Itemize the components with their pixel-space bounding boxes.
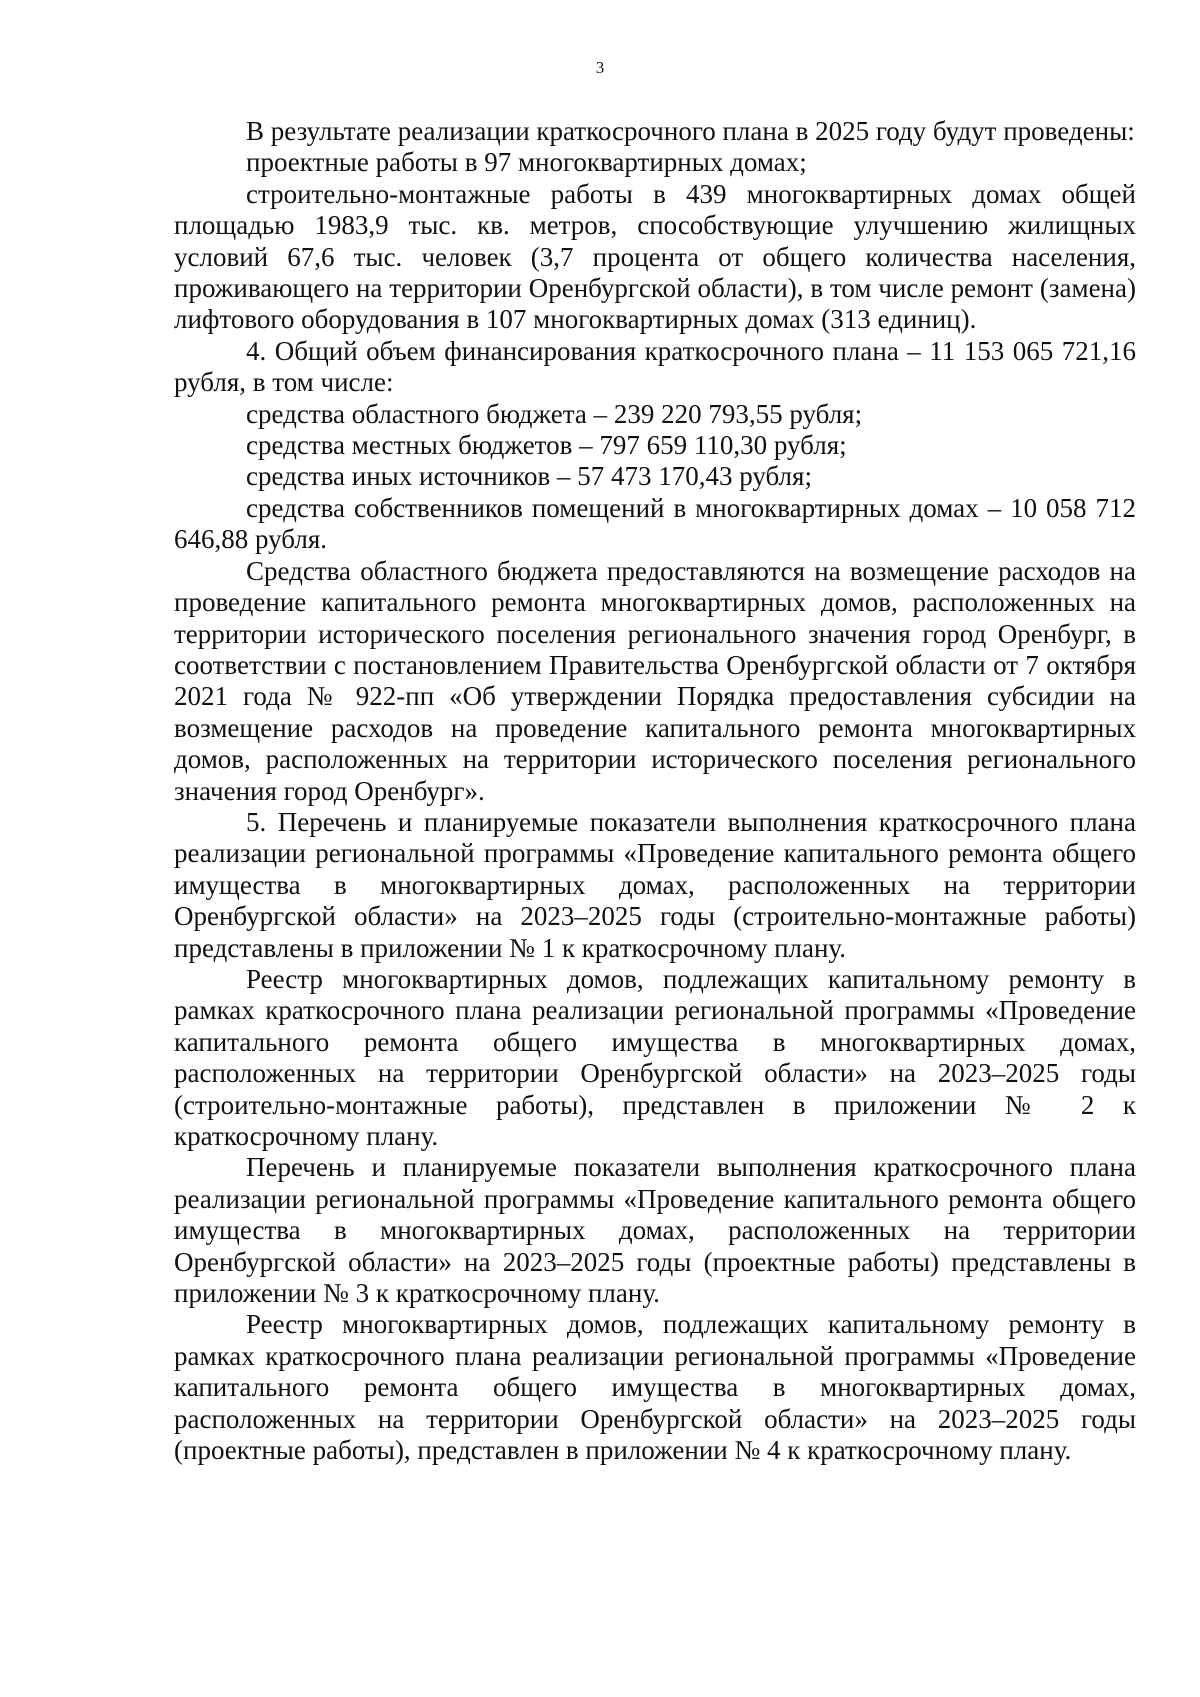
- paragraph-appendix-1: 5. Перечень и планируемые показатели выполнения краткосрочного плана реализации региональной программы «Проведение капитального ремонта общего имущества в многоквартирных домах, расположенных на территории Оренбургской области» на 2023–2025 годы (строительно-монтажные работы) представлены в приложении № 1 к краткосрочному плану.: [174, 806, 1136, 963]
- page-number: 3: [595, 58, 605, 77]
- paragraph-other-sources: средства иных источников – 57 473 170,43 рубля;: [246, 461, 812, 492]
- paragraph-appendix-4: Реестр многоквартирных домов, подлежащих капитальному ремонту в рамках краткосрочного плана реализации региональной программы «Проведение капитального ремонта общего имущества в многоквартирных домах, расположенных на территории Оренбургской области» на 2023–2025 годы (проектные работы), представлен в приложении № 4 к краткосрочному плану.: [174, 1309, 1136, 1466]
- paragraph-total-financing: 4. Общий объем финансирования краткосрочного плана – 11 153 065 721,16 рубля, в том числе:: [174, 335, 1136, 398]
- paragraph-results-intro: В результате реализации краткосрочного плана в 2025 году будут проведены:: [246, 116, 1135, 146]
- document-body: [174, 116, 1136, 1466]
- paragraph-appendix-2: Реестр многоквартирных домов, подлежащих капитальному ремонту в рамках краткосрочного плана реализации региональной программы «Проведение капитального ремонта общего имущества в многоквартирных домах, расположенных на территории Оренбургской области» на 2023–2025 годы (строительно-монтажные работы), представлен в приложении № 2 к краткосрочному плану.: [174, 963, 1136, 1151]
- paragraph-regional-budget-purpose: Средства областного бюджета предоставляются на возмещение расходов на проведение капитального ремонта многоквартирных домов, расположенных на территории исторического поселения регионального значения город Оренбург, в соответствии с постановлением Правительства Оренбургской области от 7 октября 2021 года № 922-пп «Об утверждении Порядка предоставления субсидии на возмещение расходов на проведение капитального ремонта многоквартирных домов, расположенных на территории исторического поселения регионального значения город Оренбург».: [174, 555, 1136, 806]
- paragraph-appendix-3: Перечень и планируемые показатели выполнения краткосрочного плана реализации региональной программы «Проведение капитального ремонта общего имущества в многоквартирных домах, расположенных на территории Оренбургской области» на 2023–2025 годы (проектные работы) представлены в приложении № 3 к краткосрочному плану.: [174, 1152, 1136, 1309]
- paragraph-design-works: проектные работы в 97 многоквартирных домах;: [246, 147, 807, 178]
- paragraph-owners-funds: средства собственников помещений в многоквартирных домах – 10 058 712 646,88 рубля.: [174, 492, 1136, 555]
- paragraph-construction-works: строительно-монтажные работы в 439 многоквартирных домах общей площадью 1983,9 тыс. кв. метров, способствующие улучшению жилищных условий 67,6 тыс. человек (3,7 процента от общего количества населения, проживающего на территории Оренбургской области), в том числе ремонт (замена) лифтового оборудования в 107 многоквартирных домах (313 единиц).: [174, 178, 1136, 335]
- paragraph-local-budgets: средства местных бюджетов – 797 659 110,30 рубля;: [246, 430, 847, 461]
- paragraph-regional-budget: средства областного бюджета – 239 220 793,55 рубля;: [246, 398, 863, 429]
